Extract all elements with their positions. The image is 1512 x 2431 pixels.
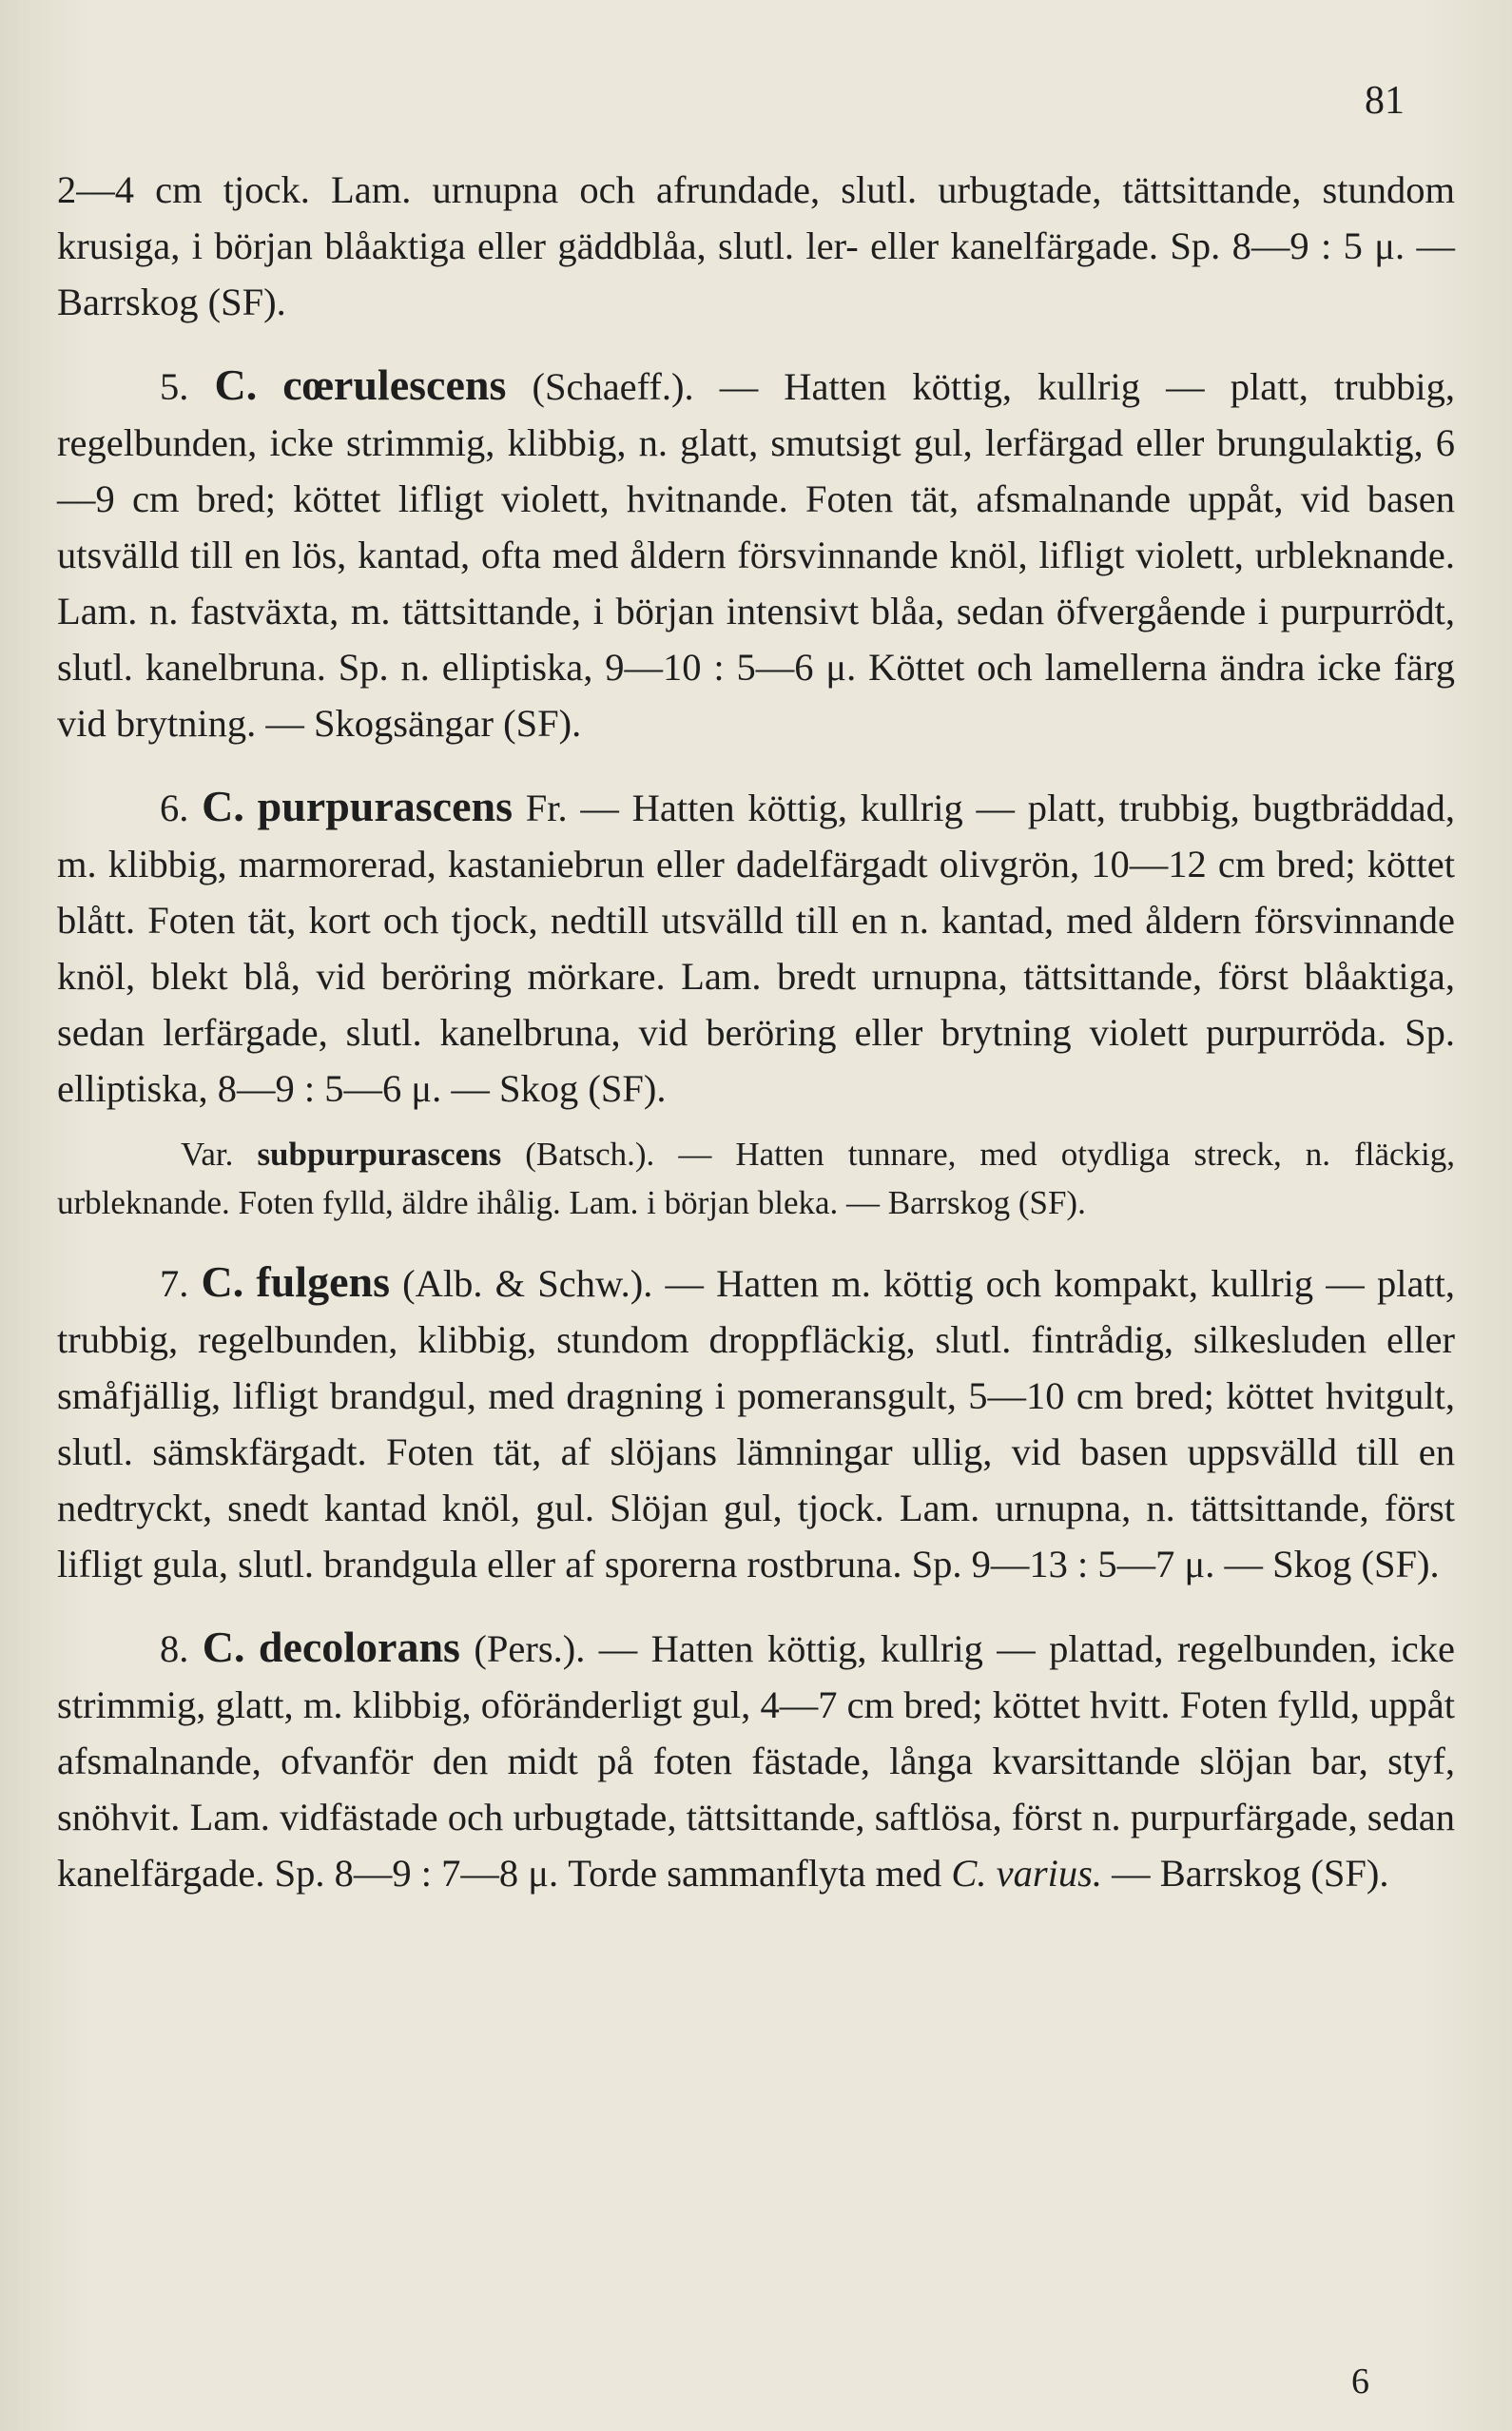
page-number: 81: [1365, 79, 1405, 123]
species-description: — Hatten m. köttig och kompakt, kullrig — platt, trubbig, regelbunden, klibbig, stundom droppfläckig, slutl. fintrådig, silkesluden eller småfjällig, lifligt brandgul, med dragning i pomeransgult, 5—10 cm bred; köttet hvitgult, slutl. sämskfärgadt. Foten tät, af slöjans lämningar ullig, vid basen uppsvälld till en nedtryckt, snedt kantad knöl, gul. Slöjan gul, tjock. Lam. urnupna, n. tättsittande, först lifligt gula, slutl. brandgula eller af sporerna rostbruna. Sp. 9—13 : 5—7 μ. — Skog (SF).: [57, 1262, 1456, 1585]
genus-abbrev: C.: [202, 782, 244, 830]
genus-abbrev: C.: [214, 360, 258, 409]
species-name: fulgens: [256, 1257, 390, 1306]
species-name: cœrulescens: [282, 360, 507, 409]
habitat-note: — Barrskog (SF).: [1112, 1852, 1389, 1895]
paragraph-text: 2—4 cm tjock. Lam. urnupna och afrundade, slutl. urbugtade, tättsittande, stundom krusiga, i början blåaktiga eller gäddblåa, slutl. ler- eller kanelfärgade. Sp. 8—9 : 5 μ. — Barrskog (SF).: [57, 168, 1455, 323]
species-name: decolorans: [258, 1623, 460, 1671]
species-description: — Hatten köttig, kullrig — platt, trubbig, bugtbräddad, m. klibbig, marmorerad, kastaniebrun eller dadelfärgadt olivgrön, 10—12 cm bred; köttet blått. Foten tät, kort och tjock, nedtill utsvälld till en n. kantad, med åldern försvinnande knöl, blekt blå, vid beröring mörkare. Lam. bredt urnupna, tättsittande, först blåaktiga, sedan lerfärgade, slutl. kanelbruna, vid beröring eller brytning violett purpurröda. Sp. elliptiska, 8—9 : 5—6 μ. — Skog (SF).: [57, 787, 1456, 1110]
species-entry-5: [57, 357, 1455, 751]
paragraph-continuation: [57, 162, 1455, 330]
species-entry-6: [57, 778, 1455, 1117]
cross-reference: C. varius.: [951, 1852, 1103, 1895]
species-entry-8: [57, 1619, 1455, 1901]
variety-prefix: Var.: [181, 1136, 234, 1173]
species-author: (Schaeff.).: [532, 365, 694, 408]
variety-entry: [57, 1130, 1455, 1227]
signature-mark: 6: [1351, 2362, 1369, 2402]
variety-name: subpurpurascens: [257, 1136, 502, 1173]
variety-description: — Hatten tunnare, med otydliga streck, n. fläckig, urbleknande. Foten fylld, äldre ihålig. Lam. i början bleka. — Barrskog (SF).: [57, 1136, 1456, 1221]
entry-number: 5.: [160, 365, 189, 408]
species-author: (Pers.).: [474, 1627, 586, 1670]
species-name: purpurascens: [257, 782, 513, 830]
species-description: — Hatten köttig, kullrig — platt, trubbig, regelbunden, icke strimmig, klibbig, n. glatt, smutsigt gul, lerfärgad eller brungulaktig, 6—9 cm bred; köttet lifligt violett, hvitnande. Foten tät, afsmalnande uppåt, vid basen utsvälld till en lös, kantad, ofta med åldern försvinnande knöl, lifligt violett, urbleknande. Lam. n. fastväxta, m. tättsittande, i början intensivt blåa, sedan öfvergående i purpurrödt, slutl. kanelbruna. Sp. n. elliptiska, 9—10 : 5—6 μ. Köttet och lamellerna ändra icke färg vid brytning. — Skogsängar (SF).: [57, 365, 1456, 745]
genus-abbrev: C.: [201, 1257, 244, 1306]
genus-abbrev: C.: [202, 1623, 245, 1671]
species-description: — Hatten köttig, kullrig — plattad, regelbunden, icke strimmig, glatt, m. klibbig, oföränderligt gul, 4—7 cm bred; köttet hvitt. Foten fylld, uppåt afsmalnande, ofvanför den midt på foten fästade, långa kvarsittande slöjan bar, styf, snöhvit. Lam. vidfästade och urbugtade, tättsittande, saftlösa, först n. purpurfärgade, sedan kanelfärgade. Sp. 8—9 : 7—8 μ. Torde sammanflyta med: [57, 1627, 1455, 1895]
page-body: [57, 162, 1455, 1901]
entry-number: 7.: [160, 1262, 189, 1305]
entry-number: 6.: [160, 787, 189, 829]
species-author: Fr.: [525, 787, 568, 829]
species-author: (Alb. & Schw.).: [402, 1262, 653, 1305]
variety-author: (Batsch.).: [525, 1136, 655, 1173]
species-entry-7: [57, 1254, 1455, 1592]
entry-number: 8.: [160, 1627, 189, 1670]
